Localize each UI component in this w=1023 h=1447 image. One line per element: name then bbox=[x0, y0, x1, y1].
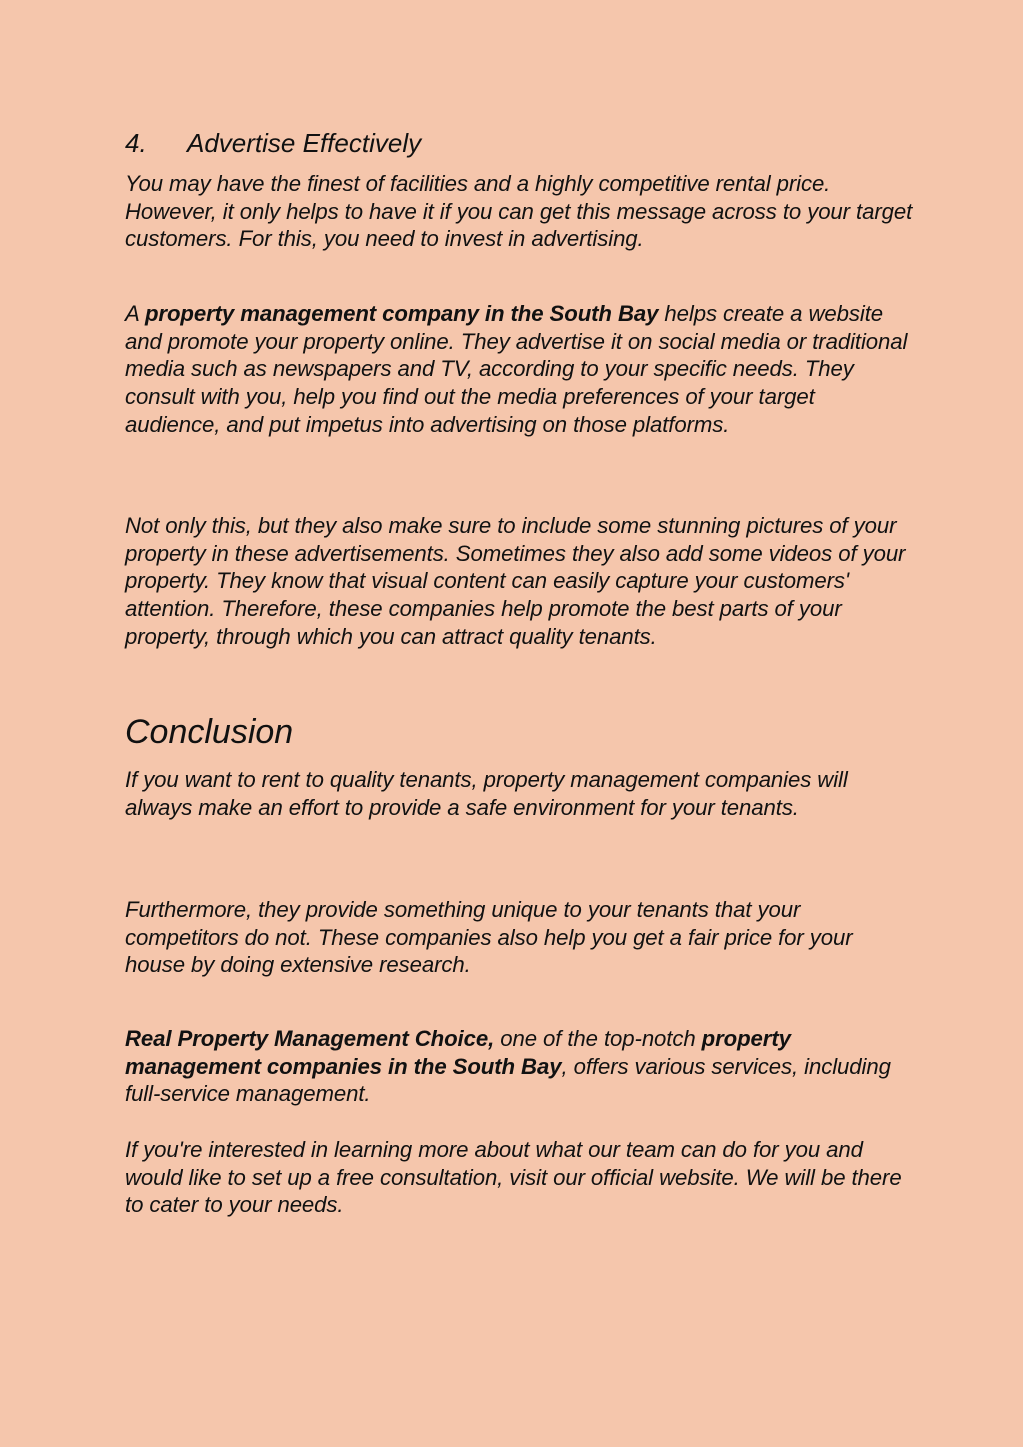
bold-company-name: Real Property Management Choice, bbox=[125, 1026, 495, 1051]
paragraph-mid: one of the top-notch bbox=[494, 1026, 702, 1051]
section-title: Advertise Effectively bbox=[187, 128, 422, 158]
paragraph-company-intro bbox=[125, 1025, 915, 1108]
paragraph-property-management bbox=[125, 300, 915, 439]
paragraph-lead: A bbox=[125, 301, 145, 326]
section-number: 4. bbox=[125, 128, 147, 158]
paragraph-advertising-intro: You may have the finest of facilities and a highly competitive rental price. However, it only helps to have it if you can get this message across to your target customers. For this, you need to invest in advertising. bbox=[125, 171, 913, 252]
bold-phrase-property-management: property management company in the South Bay bbox=[144, 301, 659, 326]
paragraph-call-to-action: If you're interested in learning more about what our team can do for you and would like to set up a free consultation, visit our official website. We will be there to cater to your needs. bbox=[125, 1137, 902, 1218]
paragraph-conclusion-2: Furthermore, they provide something unique to your tenants that your competitors do not. These companies also help you get a fair price for your house by doing extensive research. bbox=[125, 897, 853, 978]
bold-phrase-companies: property management companies in the South Bay bbox=[125, 1026, 791, 1079]
paragraph-rest: , offers various services, including full-service management. bbox=[125, 1053, 891, 1107]
paragraph-visual-content: Not only this, but they also make sure to include some stunning pictures of your property in these advertisements. Sometimes they also add some videos of your property. They know that visual content can easily capture your customers' attention. Therefore, these companies help promote the best parts of your property, through which you can attract quality tenants. bbox=[125, 513, 906, 649]
conclusion-heading: Conclusion bbox=[125, 713, 294, 751]
section-heading bbox=[125, 126, 421, 160]
paragraph-rest: helps create a website and promote your property online. They advertise it on social media or traditional media such as newspapers and TV, according to your specific needs. They consult with you, help you find out the media preferences of your target audience, and put impetus into advertising on those platforms. bbox=[125, 301, 908, 437]
paragraph-conclusion-1: If you want to rent to quality tenants, property management companies will always make an effort to provide a safe environment for your tenants. bbox=[125, 767, 848, 820]
